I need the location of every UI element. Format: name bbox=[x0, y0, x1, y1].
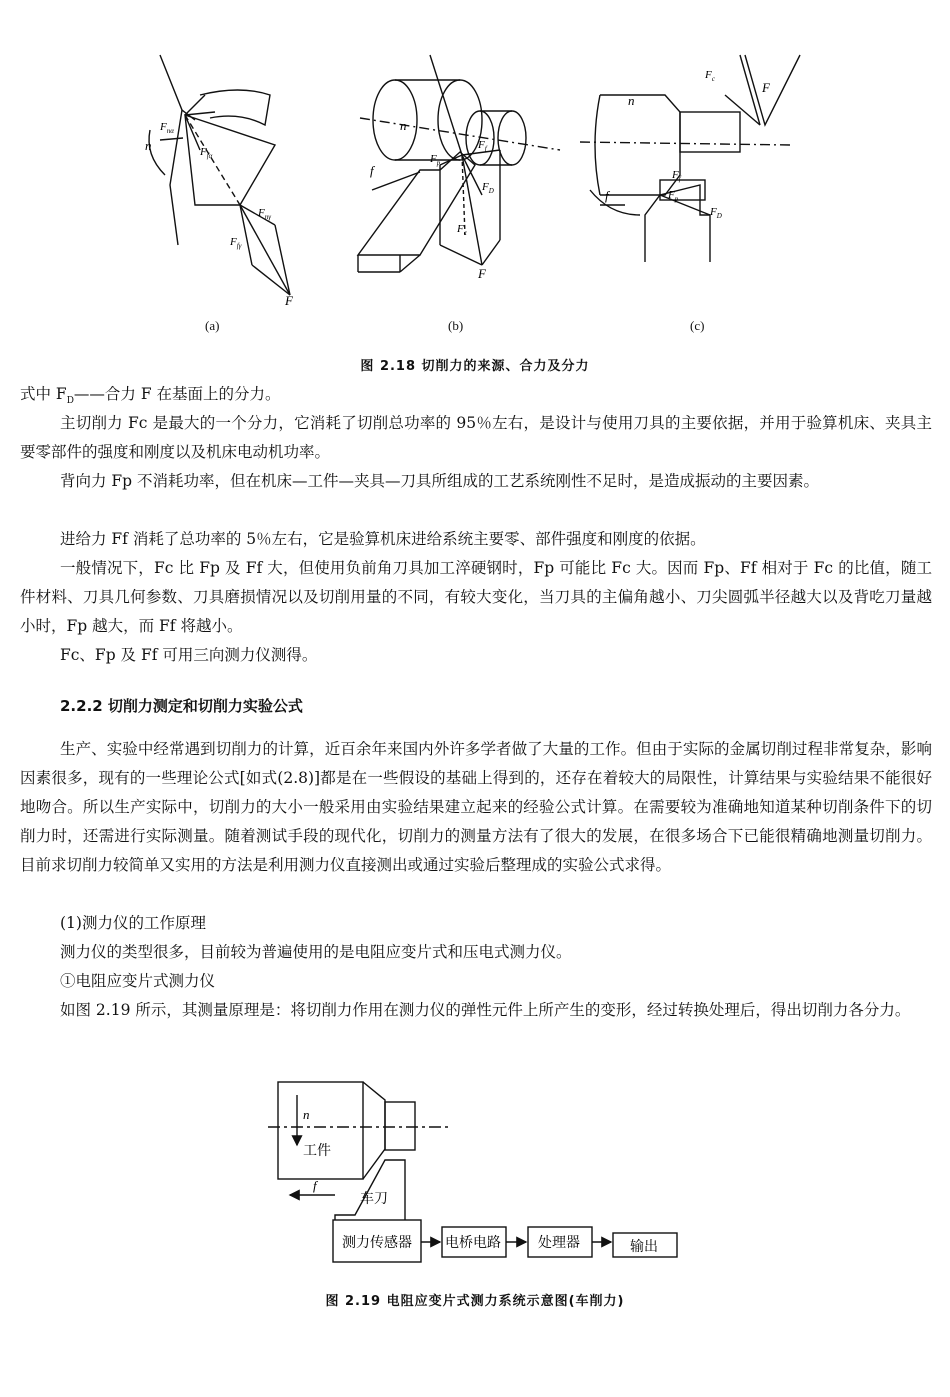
section-heading: 2.2.2 切削力测定和切削力实验公式 bbox=[60, 697, 303, 715]
paragraph-measure: Fc、Fp 及 Ff 可用三向测力仪测得。 bbox=[60, 646, 318, 664]
label-n-b: n bbox=[400, 118, 407, 133]
paragraph-principle: 如图 2.19 所示，其测量原理是：将切削力作用在测力仪的弹性元件上所产生的变形，经过转换处理后，得出切削力各分力。 bbox=[60, 1001, 911, 1019]
label-Ff-c: $F_f$ bbox=[672, 169, 681, 183]
label-Ffα: $F_{f\alpha}$ bbox=[200, 146, 213, 160]
label-bridge: 电桥电路 bbox=[445, 1235, 501, 1251]
workpiece-end bbox=[385, 1102, 415, 1150]
label-FD-c: $F_D$ bbox=[710, 206, 722, 220]
label-tool: 车刀 bbox=[360, 1191, 388, 1207]
label-f-b: f bbox=[370, 163, 374, 178]
label-Ffγ: $F_{f\gamma}$ bbox=[230, 236, 242, 250]
subfigure-a-label: (a) bbox=[205, 318, 220, 333]
label-Fc-b: $F_c$ bbox=[457, 223, 467, 237]
label-Fc-c: $F_c$ bbox=[705, 69, 715, 83]
label-n-a: n bbox=[145, 138, 152, 153]
figure-b-diagram bbox=[358, 55, 560, 272]
paragraph-subheading-1: (1)测力仪的工作原理 bbox=[60, 914, 206, 932]
paragraph-general-case: 一般情况下，Fc 比 Fp 及 Ff 大，但使用负前角刀具加工淬硬钢时，Fp 可能比 Fc 大。因而 Fp、Ff 相对于 Fc 的比值，随工件材料、刀具几何参数、刀具磨损情况以及切削用量的不同，有较大变化，当刀具的主偏角越小、刀尖圆弧半径越大以及背吃刀量越小时，Fp 越大，而 Ff 将越小。 bbox=[20, 559, 932, 635]
label-feed: f bbox=[313, 1178, 317, 1193]
label-Fp-b: $F_p$ bbox=[430, 153, 441, 167]
subfigure-c-label: (c) bbox=[690, 318, 705, 333]
label-f-c: f bbox=[605, 188, 609, 203]
label-output: 输出 bbox=[630, 1239, 658, 1255]
paragraph-types: 测力仪的类型很多，目前较为普遍使用的是电阻应变片式和压电式测力仪。 bbox=[60, 943, 572, 961]
figure-2-19 bbox=[0, 1065, 950, 1295]
paragraph-feed-force: 进给力 Ff 消耗了总功率的 5％左右，它是验算机床进给系统主要零、部件强度和刚度的依据。 bbox=[60, 530, 706, 548]
figure-2-18 bbox=[0, 0, 950, 345]
label-Fnγ: $F_{n\gamma}$ bbox=[258, 207, 271, 221]
label-F-c: F bbox=[762, 80, 770, 95]
subfigure-b-label: (b) bbox=[448, 318, 464, 333]
label-n-c: n bbox=[628, 93, 635, 108]
paragraph-intro: 生产、实验中经常遇到切削力的计算，近百余年来国内外许多学者做了大量的工作。但由于实际的金属切削过程非常复杂，影响因素很多，现有的一些理论公式[如式(2.8)]都是在一些假设的基础上得到的，还存在着较大的局限性，计算结果与实验结果不能很好地吻合。所以生产实际中，切削力的大小一般采用由实验结果建立起来的经验公式计算。在需要较为准确地知道某种切削条件下的切削力时，还需进行实际测量。随着测试手段的现代化，切削力的测量方法有了很大的发展，在很多场合下已能很精确地测量切削力。目前求切削力较简单又实用的方法是利用测力仪直接测出或通过实验后整理成的实验公式求得。 bbox=[20, 740, 932, 874]
label-FD-b: $F_D$ bbox=[482, 181, 494, 195]
label-Ff-b: $F_f$ bbox=[478, 139, 487, 153]
workpiece-body bbox=[278, 1082, 363, 1179]
label-sensor: 测力传感器 bbox=[342, 1235, 412, 1251]
label-workpiece: 工件 bbox=[303, 1143, 331, 1159]
figure-2-19-caption: 图 2.19 电阻应变片式测力系统示意图(车削力) bbox=[325, 1294, 625, 1309]
label-processor: 处理器 bbox=[538, 1235, 580, 1251]
paragraph-back-force: 背向力 Fp 不消耗功率，但在机床—工件—夹具—刀具所组成的工艺系统刚性不足时，是造成振动的主要因素。 bbox=[60, 472, 820, 490]
label-F-a: F bbox=[285, 293, 293, 308]
figure-a-diagram bbox=[149, 55, 290, 295]
figure-2-18-caption: 图 2.18 切削力的来源、合力及分力 bbox=[360, 359, 590, 374]
label-F-b: F bbox=[478, 266, 486, 281]
workpiece-taper bbox=[363, 1082, 385, 1179]
label-Fp-c: $F_p$ bbox=[668, 189, 679, 203]
label-n-219: n bbox=[303, 1107, 310, 1122]
paragraph-subheading-2: ①电阻应变片式测力仪 bbox=[60, 972, 216, 990]
paragraph-main-force: 主切削力 Fc 是最大的一个分力，它消耗了切削总功率的 95％左右，是设计与使用刀具的主要依据，并用于验算机床、夹具主要零部件的强度和刚度以及机床电动机功率。 bbox=[20, 414, 932, 461]
label-Fnα: $F_{n\alpha}$ bbox=[160, 121, 174, 135]
definition-line: 式中 $F_D——$合力 F 在基面上的分力。 bbox=[20, 385, 281, 407]
